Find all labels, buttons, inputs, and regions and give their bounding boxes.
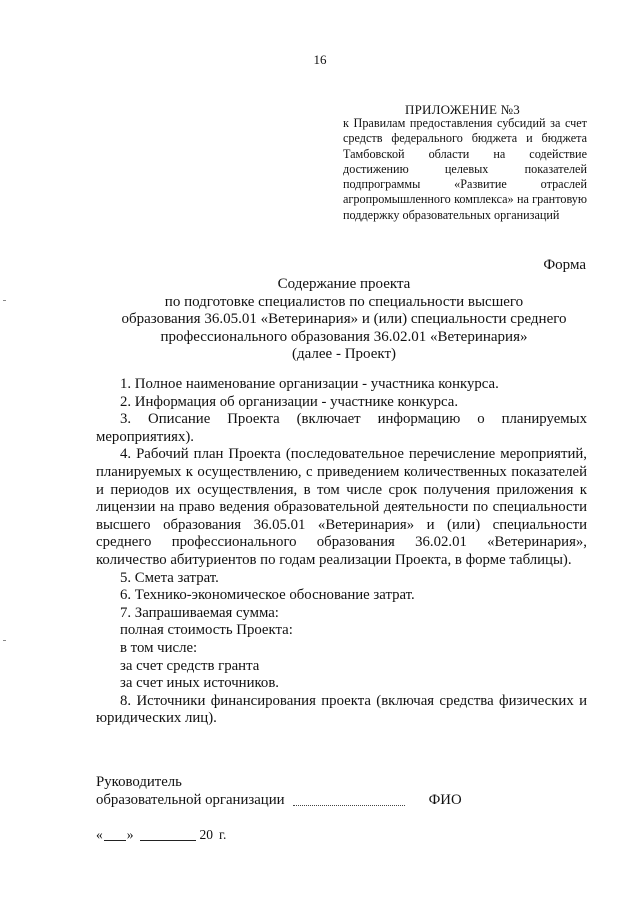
list-item: 1. Полное наименование организации - участника конкурса. (120, 376, 499, 392)
signature-fio: ФИО (428, 791, 462, 808)
page-number: 16 (313, 52, 327, 67)
list-item: 4. Рабочий план Проекта (последовательное перечисление мероприятий, планируемых к осуществлению, с приведением количественных показателей и периодов их осуществления, в том числе срок получения приложения к лицензии на право ведения образовательной деятельности по специальности высшего образования 36.05.01 «Ветеринария» и (или) специальности среднего профессионального образования 36.02.01 «Ветеринария», количество абитуриентов по годам реализации Проекта, в форме таблицы). (96, 446, 587, 568)
list-item: 2. Информация об организации - участнике конкурса. (120, 393, 459, 410)
date-open-quote: « (96, 827, 103, 842)
list-item: полная стоимость Проекта: (120, 622, 293, 639)
date-year: 20 (199, 827, 213, 842)
signature-block (96, 774, 462, 809)
appendix-title: ПРИЛОЖЕНИЕ №3 (405, 102, 520, 117)
list-item: 7. Запрашиваемая сумма: (120, 604, 279, 621)
date-line (96, 827, 226, 843)
content-list (96, 376, 587, 728)
heading-line: по подготовке специалистов по специальности высшего (164, 293, 524, 310)
list-item: за счет иных источников. (120, 675, 280, 692)
list-item: 3. Описание Проекта (включает информацию о планируемых мероприятиях). (96, 411, 587, 445)
heading-line: Содержание проекта (277, 276, 411, 292)
list-item: 8. Источники финансирования проекта (включая средства физических и юридических лиц). (96, 692, 587, 727)
edge-mark (3, 640, 6, 641)
day-blank (104, 840, 126, 841)
signature-blank-line (293, 805, 405, 806)
document-heading (96, 276, 592, 364)
heading-line: (далее - Проект) (291, 346, 397, 363)
heading-line: образования 36.05.01 «Ветеринария» и (или) специальности среднего (121, 311, 567, 328)
list-item: за счет средств гранта (120, 657, 260, 674)
edge-mark (3, 300, 6, 301)
list-item: в том числе: (120, 639, 198, 656)
appendix-description: к Правилам предоставления субсидий за счет средств федерального бюджета и бюджета Тамбовской области на содействие достижению целевых показателей подпрограммы «Развитие отраслей агропромышленного комплекса» на грантовую поддержку образовательных организаций (343, 116, 587, 222)
list-item: 5. Смета затрат. (120, 569, 219, 586)
date-year-suffix: г. (219, 827, 227, 842)
signature-organization: образовательной организации (96, 791, 285, 808)
list-item: 6. Технико-экономическое обоснование затрат. (120, 587, 415, 604)
signature-role: Руководитель (96, 774, 182, 790)
date-close-quote: » (126, 827, 134, 842)
form-label: Форма (543, 257, 586, 273)
heading-line: профессионального образования 36.02.01 «Ветеринария» (160, 328, 528, 345)
month-blank (140, 840, 196, 841)
